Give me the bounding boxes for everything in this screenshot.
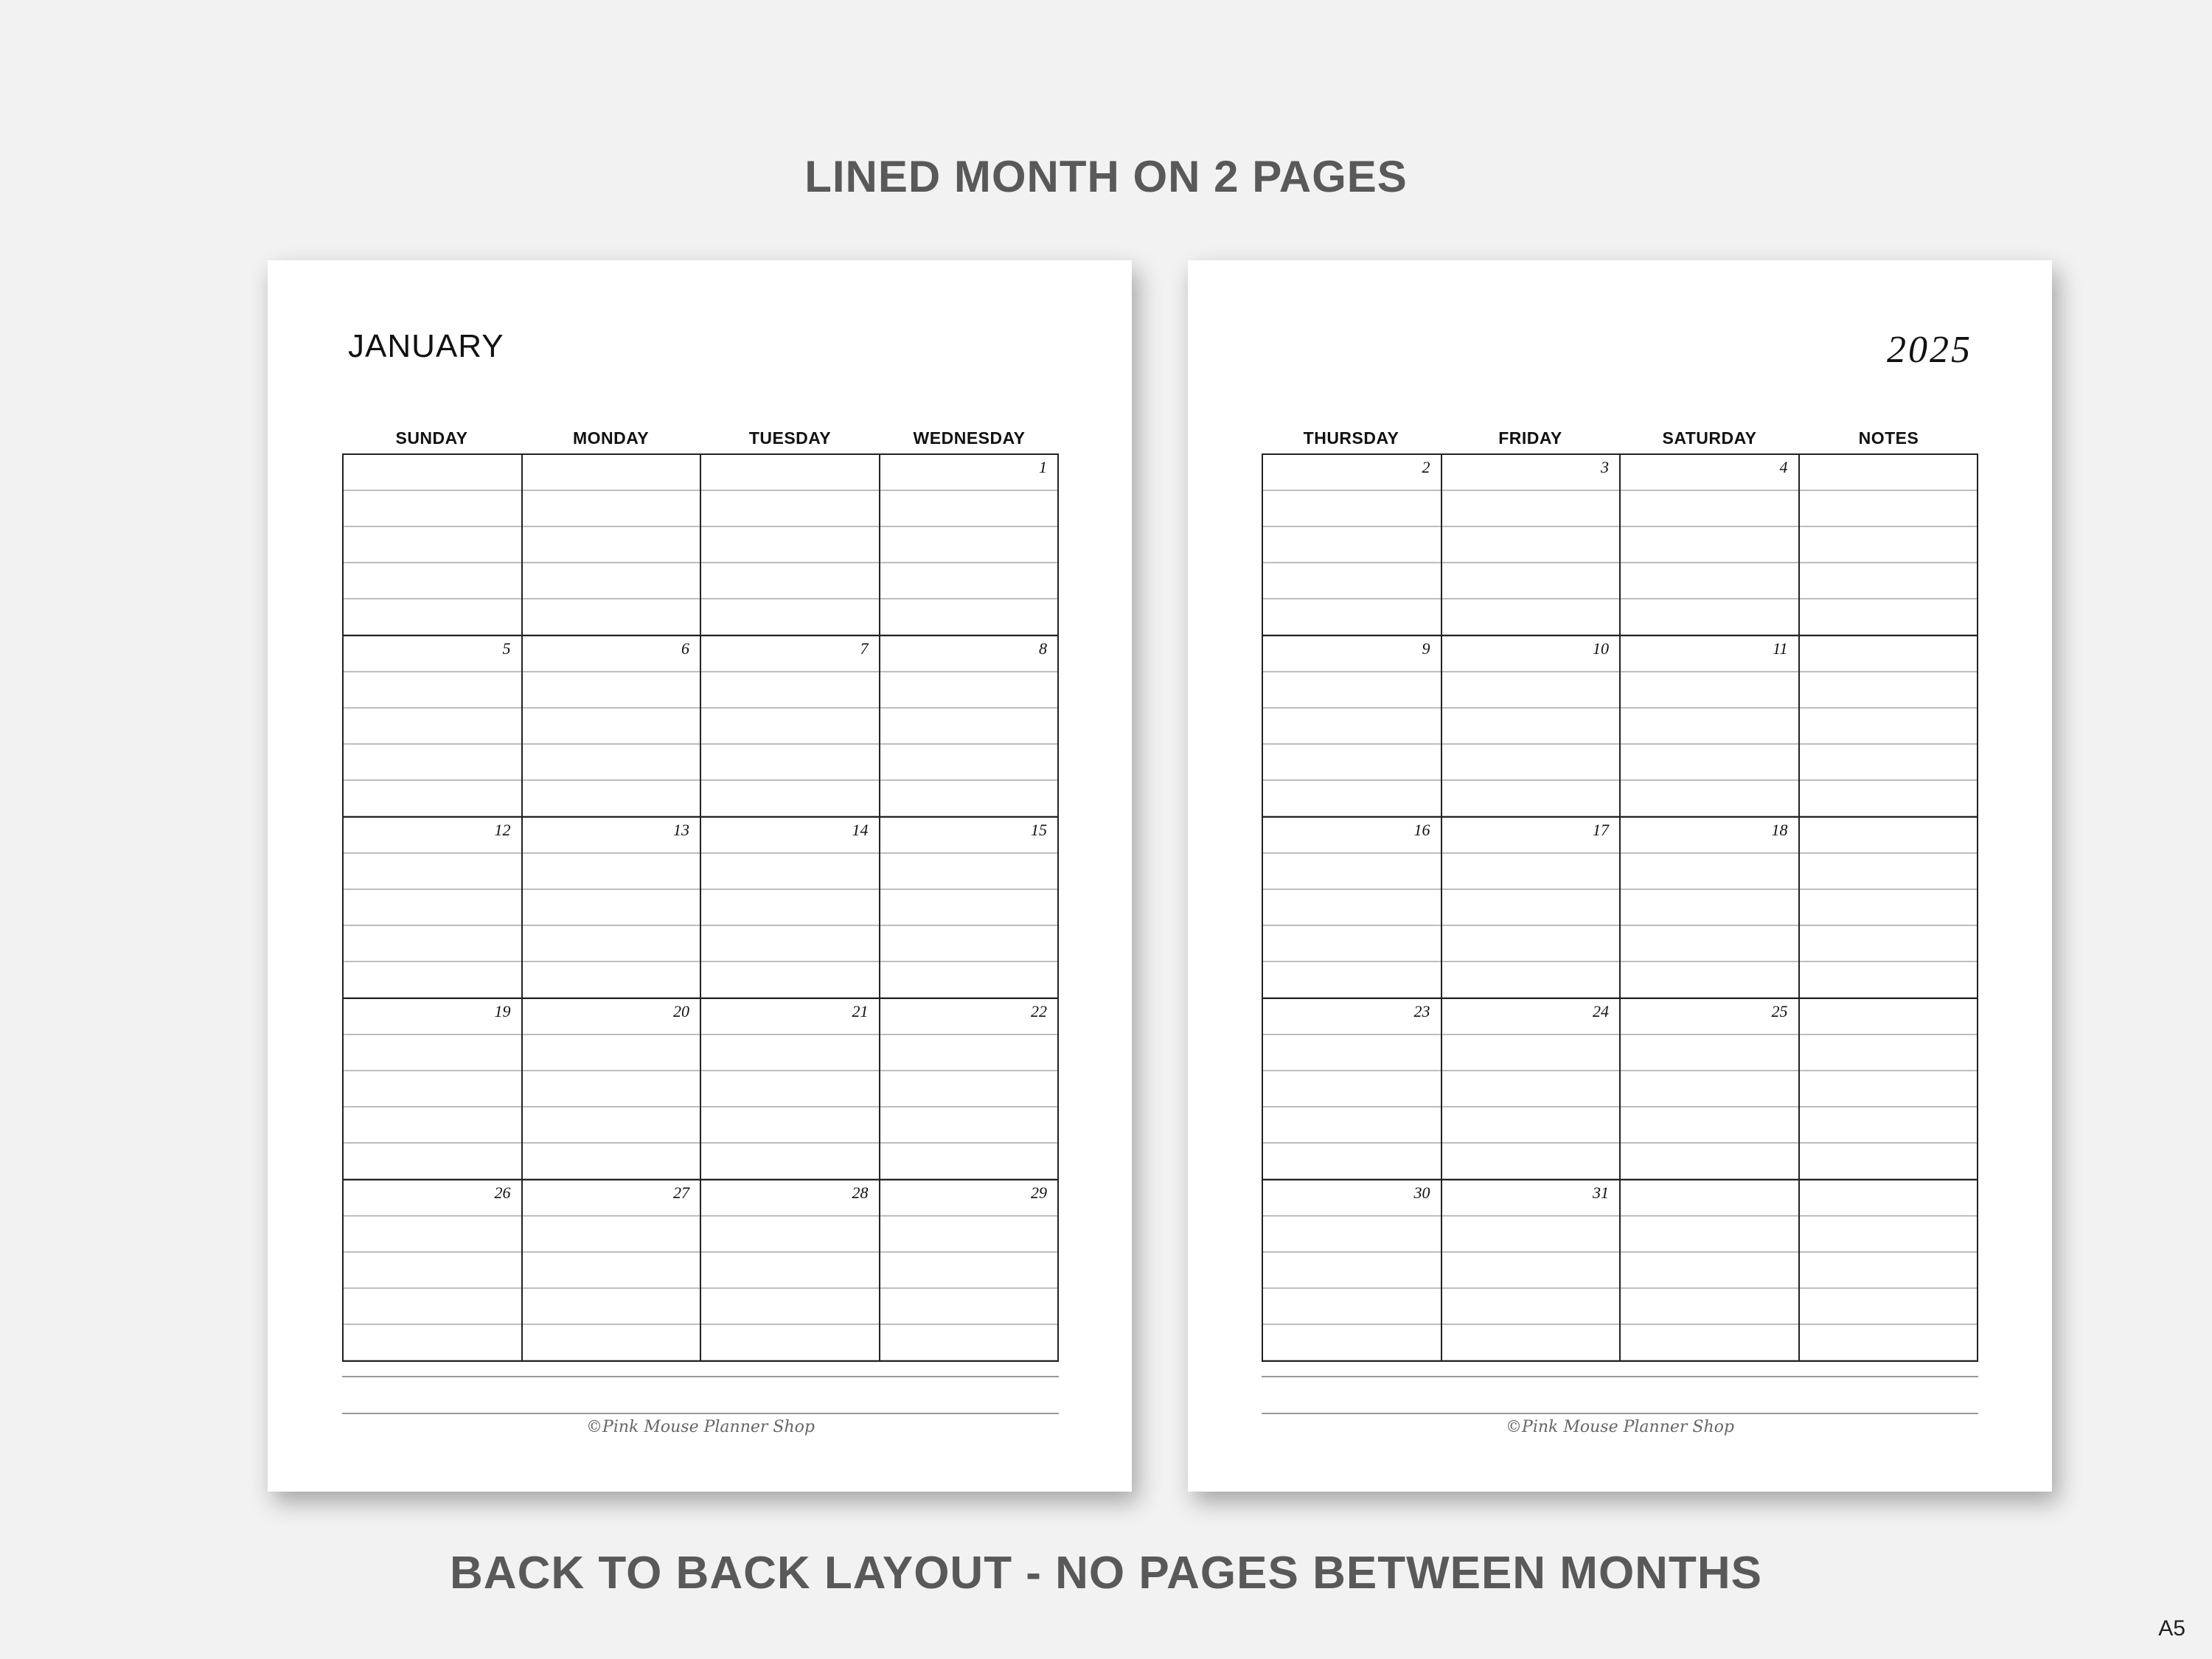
- day-number: 15: [1031, 821, 1047, 839]
- day-cell[interactable]: [523, 818, 702, 999]
- notes-cell[interactable]: [1800, 999, 1979, 1180]
- day-cell[interactable]: [701, 818, 880, 999]
- day-cell[interactable]: [523, 455, 702, 636]
- notes-line[interactable]: [1262, 1376, 1978, 1377]
- day-cell[interactable]: [1442, 1180, 1621, 1362]
- day-number: 28: [852, 1183, 869, 1202]
- shop-signature: ©Pink Mouse Planner Shop: [1506, 1418, 1734, 1436]
- notes-cell[interactable]: [1800, 636, 1979, 818]
- week-row: [1263, 1180, 1978, 1362]
- day-cell[interactable]: [880, 636, 1060, 818]
- day-cell[interactable]: [1621, 818, 1800, 999]
- day-cell[interactable]: [1442, 455, 1621, 636]
- week-row: [1263, 999, 1978, 1180]
- day-number: 26: [494, 1183, 511, 1202]
- day-header: WEDNESDAY: [913, 428, 1026, 448]
- year-title: 2025: [1887, 329, 1972, 371]
- day-number: 8: [1039, 639, 1047, 658]
- day-number: 10: [1593, 639, 1609, 658]
- day-number: 13: [673, 821, 689, 839]
- day-number: 30: [1413, 1183, 1430, 1202]
- bottom-heading: BACK TO BACK LAYOUT - NO PAGES BETWEEN MONTHS: [450, 1548, 1762, 1599]
- day-cell[interactable]: [1621, 1180, 1800, 1362]
- day-cell[interactable]: [344, 636, 523, 818]
- day-cell[interactable]: [1442, 636, 1621, 818]
- day-cell[interactable]: [1442, 999, 1621, 1180]
- day-number: 6: [681, 639, 689, 658]
- day-number: 3: [1601, 458, 1609, 476]
- day-number: 27: [673, 1183, 689, 1202]
- week-row: [1263, 455, 1978, 636]
- left-calendar-grid: [342, 428, 1059, 1362]
- day-number: 9: [1422, 639, 1430, 658]
- day-cell[interactable]: [701, 1180, 880, 1362]
- day-cell[interactable]: [344, 455, 523, 636]
- day-number: 19: [494, 1002, 511, 1020]
- day-number: 23: [1413, 1002, 1430, 1020]
- day-header: TUESDAY: [748, 428, 832, 448]
- day-cell[interactable]: [880, 455, 1060, 636]
- right-day-headers: [1262, 428, 1978, 449]
- day-number: 25: [1771, 1002, 1788, 1020]
- day-number: 2: [1422, 458, 1430, 476]
- week-row: [344, 1180, 1059, 1362]
- day-cell[interactable]: [523, 1180, 702, 1362]
- day-number: 24: [1593, 1002, 1609, 1020]
- right-calendar-body: [1262, 453, 1978, 1362]
- week-row: [344, 636, 1059, 818]
- week-row: [344, 818, 1059, 999]
- notes-line[interactable]: [342, 1413, 1059, 1414]
- week-row: [344, 455, 1059, 636]
- day-number: 7: [860, 639, 869, 658]
- notes-cell[interactable]: [1800, 455, 1979, 636]
- month-title: JANUARY: [348, 328, 504, 364]
- notes-line[interactable]: [342, 1376, 1059, 1377]
- day-cell[interactable]: [880, 1180, 1060, 1362]
- day-cell[interactable]: [344, 999, 523, 1180]
- day-number: 21: [852, 1002, 869, 1020]
- notes-line[interactable]: [1262, 1413, 1978, 1414]
- day-cell[interactable]: [523, 999, 702, 1180]
- day-cell[interactable]: [1263, 636, 1442, 818]
- day-cell[interactable]: [880, 999, 1060, 1180]
- day-number: 31: [1593, 1183, 1609, 1202]
- day-number: 20: [673, 1002, 689, 1020]
- day-cell[interactable]: [1263, 455, 1442, 636]
- day-number: 29: [1031, 1183, 1047, 1202]
- day-number: 1: [1039, 458, 1047, 476]
- day-header: SATURDAY: [1662, 428, 1757, 448]
- day-cell[interactable]: [1442, 818, 1621, 999]
- day-header: THURSDAY: [1303, 428, 1399, 448]
- week-row: [1263, 818, 1978, 999]
- day-number: 18: [1771, 821, 1788, 839]
- day-cell[interactable]: [1621, 999, 1800, 1180]
- right-calendar-grid: [1262, 428, 1978, 1362]
- left-planner-page: [268, 260, 1132, 1492]
- day-number: 17: [1593, 821, 1609, 839]
- day-number: 12: [494, 821, 511, 839]
- week-row: [344, 999, 1059, 1180]
- day-number: 11: [1773, 639, 1788, 658]
- day-cell[interactable]: [1263, 818, 1442, 999]
- day-number: 5: [502, 639, 511, 658]
- day-number: 14: [852, 821, 869, 839]
- day-cell[interactable]: [701, 455, 880, 636]
- left-calendar-body: [342, 453, 1059, 1362]
- shop-signature: ©Pink Mouse Planner Shop: [586, 1418, 815, 1436]
- day-cell[interactable]: [344, 1180, 523, 1362]
- day-number: 16: [1413, 821, 1430, 839]
- day-cell[interactable]: [1263, 999, 1442, 1180]
- day-cell[interactable]: [1263, 1180, 1442, 1362]
- week-row: [1263, 636, 1978, 818]
- day-header: MONDAY: [572, 428, 650, 448]
- top-heading: LINED MONTH ON 2 PAGES: [804, 152, 1408, 201]
- right-planner-page: [1188, 260, 2052, 1492]
- day-cell[interactable]: [1621, 636, 1800, 818]
- day-cell[interactable]: [701, 636, 880, 818]
- notes-cell[interactable]: [1800, 1180, 1979, 1362]
- day-cell[interactable]: [523, 636, 702, 818]
- day-cell[interactable]: [701, 999, 880, 1180]
- day-header: SUNDAY: [395, 428, 468, 448]
- notes-header: NOTES: [1858, 428, 1919, 448]
- day-header: FRIDAY: [1498, 428, 1562, 448]
- day-cell[interactable]: [880, 818, 1060, 999]
- day-number: 4: [1779, 458, 1788, 476]
- day-cell[interactable]: [1621, 455, 1800, 636]
- day-cell[interactable]: [344, 818, 523, 999]
- notes-cell[interactable]: [1800, 818, 1979, 999]
- left-day-headers: [342, 428, 1059, 449]
- day-number: 22: [1031, 1002, 1047, 1020]
- size-label: A5: [2158, 1616, 2185, 1641]
